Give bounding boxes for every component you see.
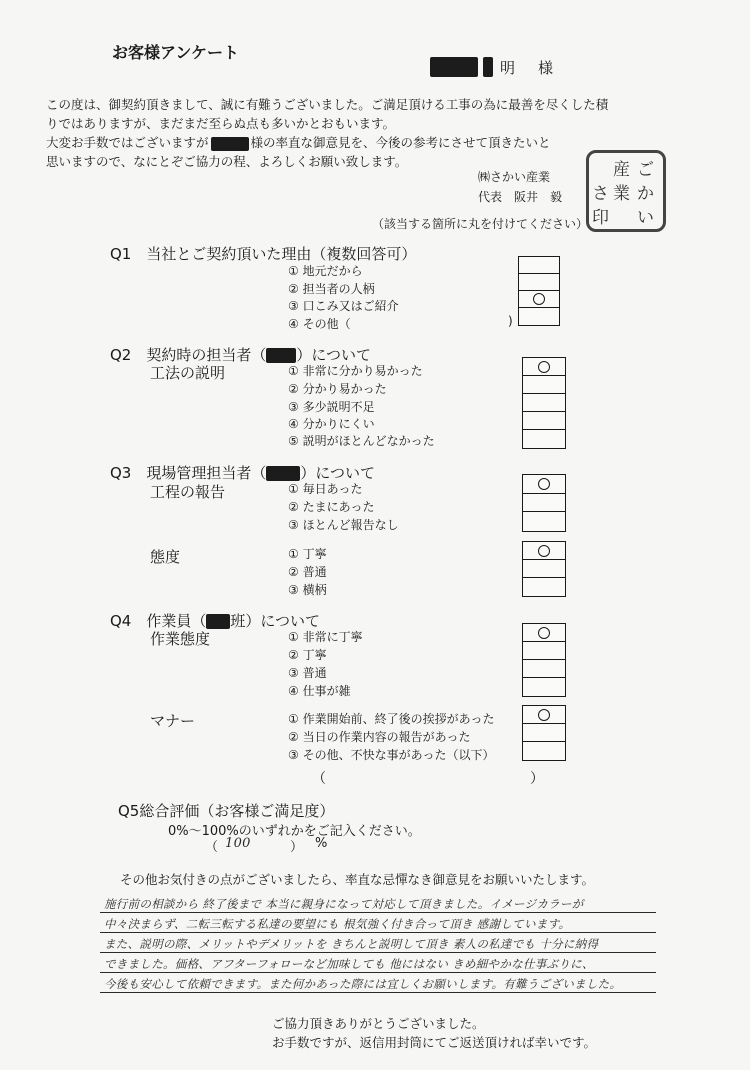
q1-answer-box[interactable] bbox=[518, 256, 560, 326]
handwritten-comment-line-5: 今後も安心して依頼できます。また何かあった際には宜しくお願いします。有難うございました。 bbox=[104, 977, 622, 991]
q5-satisfaction-value[interactable]: 100 bbox=[225, 836, 251, 851]
q3-label-b: ）について bbox=[300, 464, 376, 482]
sender-rep: 代表 阪井 毅 bbox=[478, 190, 563, 204]
redacted-staff-q2 bbox=[266, 348, 296, 363]
q3-sub-label-2: 態度 bbox=[150, 548, 181, 566]
redacted-staff-q3 bbox=[266, 466, 300, 481]
q3-report-answer-box[interactable] bbox=[522, 474, 566, 532]
q4-label-b: 班）について bbox=[230, 612, 321, 630]
q3-report-selected-circle bbox=[538, 478, 550, 490]
intro-line-4: 思いますので、なにとぞご協力の程、よろしくお願い致します。 bbox=[46, 154, 408, 169]
q2-selected-circle bbox=[538, 361, 550, 373]
q1-label: Q1 当社とご契約頂いた理由（複数回答可） bbox=[110, 245, 417, 263]
q3-option-2-2: ② 普通 bbox=[288, 565, 327, 579]
q4-option-1-3: ③ 普通 bbox=[288, 666, 327, 680]
q2-option-2: ② 分かり易かった bbox=[288, 382, 387, 396]
q3-option-2-3: ③ 横柄 bbox=[288, 583, 327, 597]
q1-option-4: ④ その他（ bbox=[288, 317, 351, 331]
q4-option-1-1: ① 非常に丁寧 bbox=[288, 630, 363, 644]
q3-attitude-answer-box[interactable] bbox=[522, 541, 566, 597]
closing-return-request: お手数ですが、返信用封筒にてご返送頂ければ幸いです。 bbox=[272, 1035, 597, 1050]
q4-label-a: Q4 作業員（ bbox=[110, 612, 207, 630]
sender-company: ㈱さかい産業 bbox=[478, 170, 551, 184]
q3-option-1-1: ① 毎日あった bbox=[288, 482, 363, 496]
q4-option-2-1: ① 作業開始前、終了後の挨拶があった bbox=[288, 712, 495, 726]
intro-line-2: りではありますが、まだまだ至らぬ点も多いかとおもいます。 bbox=[46, 116, 396, 131]
q4-other-paren-close: ） bbox=[530, 771, 544, 787]
q4-option-1-2: ② 丁寧 bbox=[288, 648, 327, 662]
q2-label-b: ）について bbox=[296, 346, 372, 364]
q4-other-paren-open: （ bbox=[312, 771, 326, 787]
q1-option-4-close: ) bbox=[508, 314, 513, 328]
q2-option-1: ① 非常に分かり易かった bbox=[288, 364, 423, 378]
closing-thanks: ご協力頂きありがとうございました。 bbox=[272, 1016, 485, 1031]
q4-sub-label-2: マナー bbox=[150, 712, 196, 730]
q5-instruction: 0%～100%のいずれかをご記入ください。 bbox=[168, 824, 421, 839]
q3-option-2-1: ① 丁寧 bbox=[288, 547, 327, 561]
handwritten-comment-line-4: できました。価格、アフターフォローなど加味しても 他にはない きめ細やかな仕事ぶりに、 bbox=[104, 957, 594, 971]
circle-instruction: （該当する箇所に丸を付けてください） bbox=[372, 217, 589, 231]
intro-line-3 bbox=[46, 133, 551, 151]
q4-conduct-selected-circle bbox=[538, 627, 550, 639]
redacted-customer bbox=[211, 137, 249, 151]
handwritten-comment-line-1: 施行前の相談から 終了後まで 本当に親身になって対応して頂きました。イメージカラーが bbox=[104, 897, 584, 911]
intro-line-3b: 様の率直な御意見を、今後の参考にさせて頂きたいと bbox=[250, 135, 551, 150]
q2-sub-label: 工法の説明 bbox=[150, 364, 226, 382]
redacted-crew bbox=[206, 614, 230, 629]
q1-option-2: ② 担当者の人柄 bbox=[288, 282, 375, 296]
q2-option-5: ⑤ 説明がほとんどなかった bbox=[288, 434, 435, 448]
q4-sub-label-1: 作業態度 bbox=[150, 630, 211, 648]
intro-line-3a: 大変お手数ではございますが bbox=[46, 135, 209, 150]
q5-percent: % bbox=[315, 836, 328, 851]
q4-option-2-3: ③ その他、不快な事があった（以下） bbox=[288, 748, 495, 762]
q5-paren-close: ） bbox=[290, 840, 304, 855]
q3-label-a: Q3 現場管理担当者（ bbox=[110, 464, 267, 482]
q2-label-a: Q2 契約時の担当者（ bbox=[110, 346, 267, 364]
q1-option-3: ③ 口こみ又はご紹介 bbox=[288, 299, 399, 313]
redacted-name-part bbox=[483, 57, 493, 77]
comment-prompt: その他お気付きの点がございましたら、率直な忌憚なき御意見をお願いいたします。 bbox=[120, 872, 595, 887]
q1-selected-circle bbox=[533, 293, 545, 305]
q2-answer-box[interactable] bbox=[522, 357, 566, 449]
q4-option-2-2: ② 当日の作業内容の報告があった bbox=[288, 730, 471, 744]
handwritten-comment-line-3: また、説明の際、メリットやデメリットを きちんと説明して頂き 素人の私達でも 十分に納得 bbox=[104, 937, 599, 951]
q5-paren-open: （ bbox=[205, 840, 219, 855]
q4-manner-answer-box[interactable] bbox=[522, 705, 566, 761]
addressee-name-suffix: 明 bbox=[500, 59, 516, 77]
q3-option-1-3: ③ ほとんど報告なし bbox=[288, 518, 399, 532]
q4-conduct-answer-box[interactable] bbox=[522, 623, 566, 697]
redacted-name bbox=[430, 57, 478, 77]
page-title: お客様アンケート bbox=[112, 43, 240, 62]
intro-line-1: この度は、御契約頂きまして、誠に有難うございました。ご満足頂ける工事の為に最善を尽くした積 bbox=[46, 97, 609, 112]
q1-option-1: ① 地元だから bbox=[288, 264, 363, 278]
q3-option-1-2: ② たまにあった bbox=[288, 500, 375, 514]
q3-sub-label-1: 工程の報告 bbox=[150, 483, 226, 501]
company-seal: ご か い 産 業 さ 印 bbox=[586, 150, 666, 232]
q2-option-4: ④ 分かりにくい bbox=[288, 417, 375, 431]
handwritten-comment-line-2: 中々決まらず、二転三転する私達の要望にも 根気強く付き合って頂き 感謝しています。 bbox=[104, 917, 571, 931]
q3-attitude-selected-circle bbox=[538, 545, 550, 557]
q4-option-1-4: ④ 仕事が雑 bbox=[288, 684, 351, 698]
q4-manner-selected-circle bbox=[538, 709, 550, 721]
q5-label: Q5総合評価（お客様ご満足度） bbox=[118, 802, 335, 820]
addressee-honorific: 様 bbox=[538, 59, 554, 77]
q2-option-3: ③ 多少説明不足 bbox=[288, 400, 375, 414]
